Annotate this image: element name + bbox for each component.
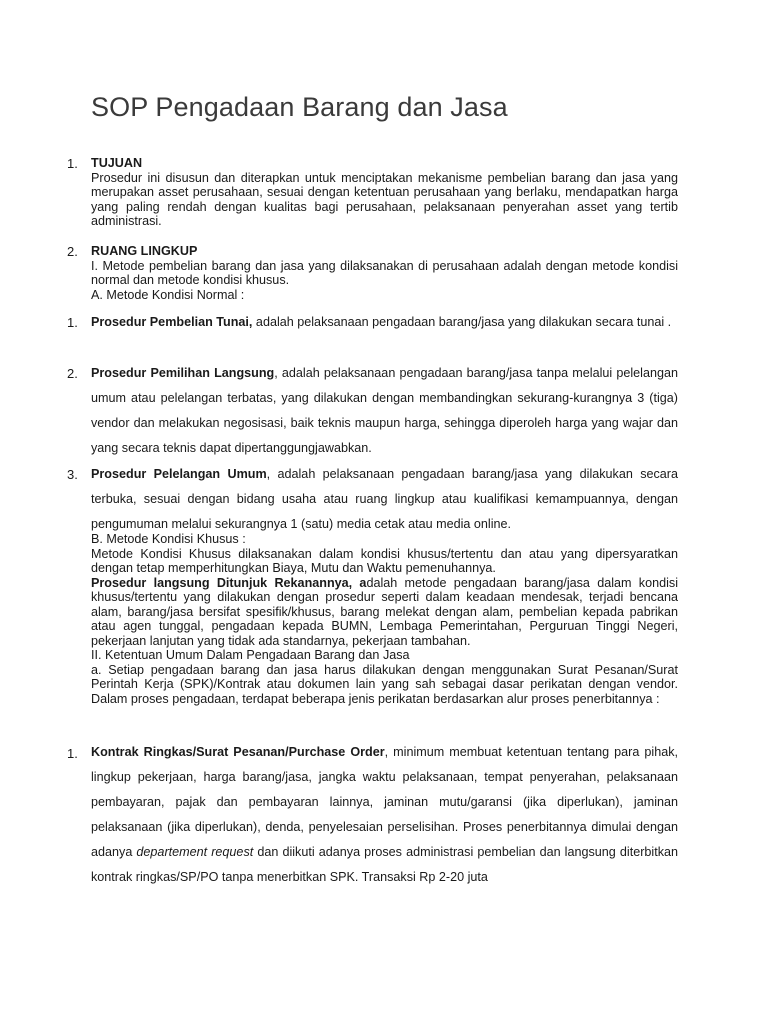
- kontrak-item: [91, 740, 678, 890]
- normal-item-1-number: 1.: [67, 315, 78, 330]
- normal-item-3: [91, 462, 678, 537]
- normal-item-2-bold: Prosedur Pemilihan Langsung: [91, 366, 275, 380]
- section-2-line2: A. Metode Kondisi Normal :: [91, 287, 245, 302]
- normal-item-3-text: , adalah pelaksanaan pengadaan barang/jasa yang dilakukan secara terbuka, sesuai dengan bidang usaha atau ruang lingkup atau kualifikasi kemampuannya, dengan pengumuman melalui sekurangnya 1 (satu) media cetak atau media online.: [91, 467, 678, 531]
- section-1-number: 1.: [67, 156, 78, 171]
- page-title: SOP Pengadaan Barang dan Jasa: [91, 92, 508, 122]
- section-1-heading: TUJUAN: [91, 156, 143, 170]
- section-tujuan: [91, 156, 678, 229]
- normal-item-1-text: adalah pelaksanaan pengadaan barang/jasa yang dilakukan secara tunai .: [252, 315, 672, 329]
- khusus-procedure-bold: Prosedur langsung Ditunjuk Rekanannya, a: [91, 575, 367, 590]
- khusus-heading: B. Metode Kondisi Khusus :: [91, 532, 246, 546]
- normal-item-2: [91, 361, 678, 461]
- kontrak-item-number: 1.: [67, 746, 78, 761]
- normal-item-3-bold: Prosedur Pelelangan Umum: [91, 467, 267, 481]
- normal-item-1-bold: Prosedur Pembelian Tunai,: [91, 315, 253, 329]
- ketentuan-para: a. Setiap pengadaan barang dan jasa harus dilakukan dengan menggunakan Surat Pesanan/Surat Perintah Kerja (SPK)/Kontrak atau dokumen lain yang sah sebagai dasar perikatan dengan vendor. Dalam proses pengadaan, terdapat beberapa jenis perikatan berdasarkan alur proses penerbitannya :: [91, 662, 678, 706]
- kontrak-item-text-2: dan diikuti adanya proses administrasi pembelian dan langsung diterbitkan kontrak ringkas/SP/PO tanpa menerbitkan SPK. Transaksi Rp 2-20 juta: [91, 845, 678, 884]
- normal-item-2-text: , adalah pelaksanaan pengadaan barang/jasa tanpa melalui pelelangan umum atau pelelangan terbatas, yang dilakukan dengan membandingkan sekurang-kurangnya 3 (tiga) vendor dan melakukan negosisasi, baik teknis maupun harga, sehingga diperoleh harga yang wajar dan yang secara teknis dapat dipertanggungjawabkan.: [91, 366, 678, 455]
- ketentuan-heading: II. Ketentuan Umum Dalam Pengadaan Barang dan Jasa: [91, 648, 410, 662]
- section-ruang-lingkup: [91, 244, 678, 302]
- normal-item-3-number: 3.: [67, 467, 78, 482]
- section-2-line1: I. Metode pembelian barang dan jasa yang dilaksanakan di perusahaan adalah dengan metode kondisi normal dan metode kondisi khusus.: [91, 258, 678, 287]
- khusus-procedure-text: dalah metode pengadaan barang/jasa dalam kondisi khusus/tertentu yang dilakukan dengan prosedur seperti dalam keadaan mendesak, terjadi bencana alam, barang/jasa bersifat spesifik/khusus, barang melekat dengan alam, pembelian kepada pabrikan atau agen tunggal, pengadaan kepada BUMN, Lembaga Pemerintahan, Perguruan Tinggi Negeri, pekerjaan lanjutan yang tidak ada standarnya, pekerjaan tambahan.: [91, 575, 678, 648]
- section-2-number: 2.: [67, 244, 78, 259]
- khusus-intro: Metode Kondisi Khusus dilaksanakan dalam kondisi khusus/tertentu dan atau yang dipersyaratkan dengan tetap memperhitungkan Biaya, Mutu dan Waktu pemenuhannya.: [91, 546, 678, 575]
- kontrak-item-bold: Kontrak Ringkas/Surat Pesanan/Purchase Order: [91, 745, 385, 759]
- section-1-body: Prosedur ini disusun dan diterapkan untuk menciptakan mekanisme pembelian barang dan jasa yang merupakan asset perusahaan, sesuai dengan ketentuan perusahaan yang berlaku, mendapatkan harga yang paling rendah dengan kualitas bagi perusahaan, pelaksanaan penyerahan asset yang tertib administrasi.: [91, 170, 678, 228]
- normal-item-1: [91, 310, 678, 335]
- kontrak-item-text-1: , minimum membuat ketentuan tentang para pihak, lingkup pekerjaan, harga barang/jasa, jangka waktu pelaksanaan, tempat penyerahan, pelaksanaan pembayaran, pajak dan pembayaran lainnya, jaminan mutu/garansi (jika diperlukan), jaminan pelaksanaan (jika diperlukan), denda, penyelesaian perselisihan. Proses penerbitannya dimulai dengan adanya: [91, 745, 679, 859]
- kontrak-item-italic: departement request: [136, 845, 254, 859]
- section-2-heading: RUANG LINGKUP: [91, 244, 198, 258]
- kondisi-khusus-block: [91, 532, 678, 706]
- khusus-procedure: [91, 576, 678, 649]
- normal-item-2-number: 2.: [67, 366, 78, 381]
